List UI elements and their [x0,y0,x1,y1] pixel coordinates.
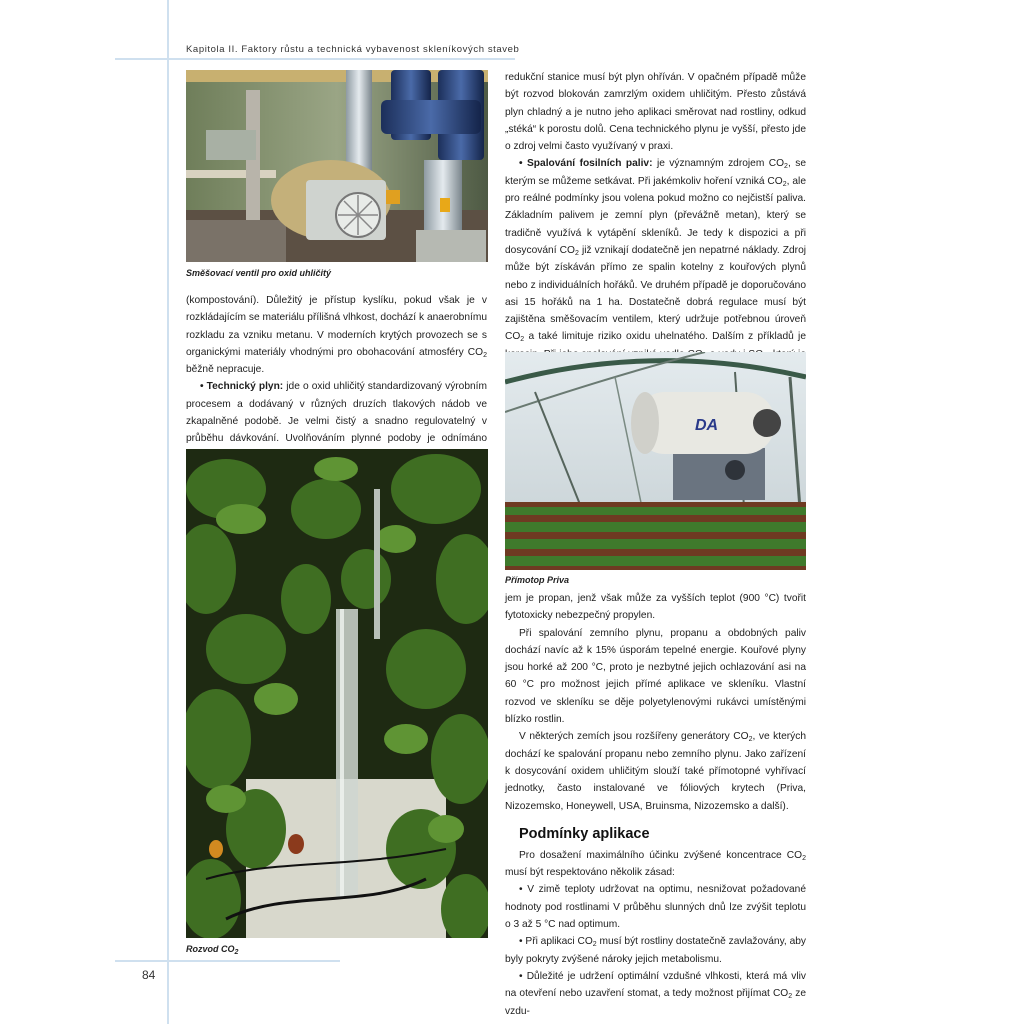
right-column-bottom-text [505,590,806,1020]
heater-brand-label: DA [695,417,719,434]
paragraph-generators: V některých zemích jsou rozšířeny generátory $CO_2$, ve kterých dochází ke spalování propanu nebo zemního plynu. Jako zařízení k dosycování oxidem uhličitým slouží také přímotopné vyhřívací jednotky, často instalované ve fóliových krytech (Priva, Nizozemsko, Honeywell, USA, Bruinsma, Nizozemsko a další). [505,731,806,812]
caption-mixing-valve: Směšovací ventil pro oxid uhličitý [186,268,332,278]
bullet-temperature: • V zimě teploty udržovat na optimu, nesnižovat požadované hodnoty pod rostlinami V průběhu slunných dnů lze zvýšit teplotu o 3 až 5 °C nad optimum. [505,884,806,931]
bullet-humidity: • Důležité je udržení optimální vzdušné vlhkosti, která má vliv na otevření nebo uzavření stomat, a tedy možnost přijímat $CO_2$ ze vzdu- [505,970,806,1017]
running-header: Kapitola II. Faktory růstu a technická vybavenost skleníkových staveb [186,44,520,55]
caption-priva-heater: Přímotop Priva [505,575,570,585]
mixing-valve-illustration [186,70,488,262]
left-column-text [186,292,487,465]
caption-co2-distribution: Rozvod $CO_2$ [186,944,239,956]
section-heading: Podmínky aplikace [519,825,650,842]
header-rule [115,58,515,60]
paragraph-propane: jem je propan, jenž však může za vyšších teplot (900 °C) tvořit fytotoxicky nebezpečný propylen. [505,593,806,622]
paragraph-conditions-intro: Pro dosažení maximálního účinku zvýšené koncentrace $CO_2$ musí být respektováno několik zásad: [505,849,806,879]
paragraph-natural-gas: Při spalování zemního plynu, propanu a obdobných paliv dochází navíc až k 15% úsporám tepelné energie. Kouřové plyny jsou horké až 200 °C, proto je nezbytné jejich ochlazování asi na 60 °C pro možnost jejich přímé aplikace ve skleníku. Vlastní rozvod ve skleníku se děje polyetylenovými rukávci umístěnými blízko rostlin. [505,627,806,726]
priva-heater-illustration [505,352,806,570]
paragraph-reduction-station: redukční stanice musí být plyn ohříván. V opačném případě může být rozvod blokován zamrzlým oxidem uhličitým. Přesto zůstává plyn chladný a je nutno jeho aplikaci směrovat nad rostliny, odkud „stéká“ k porostu dolů. Cena technického plynu je vyšší, přesto jde o zdroj velmi často využívaný v praxi. [505,72,806,153]
paragraph-technical-gas: • Technický plyn: jde o oxid uhličitý standardizovaný výrobním procesem a dodávaný v různých druzích tlakových nádob ve zkapalněné podobě. Je velmi čistý a snadno regulovatelný v průběhu dávkování. Uvolňováním plynné podoby je odnímáno [186,381,487,445]
margin-rule-vertical [167,0,169,1024]
photo-priva-heater [505,352,806,570]
co2-distribution-illustration [186,449,488,938]
photo-mixing-valve [186,70,488,262]
page-number: 84 [142,968,156,982]
right-column-top-text [505,69,806,380]
photo-co2-distribution [186,449,488,938]
bullet-irrigation: • Při aplikaci $CO_2$ musí být rostliny dostatečně zavlažovány, aby byly pokryty zvýšené nároky jejich metabolismu. [505,936,806,965]
paragraph-fossil-fuels: • Spalování fosilních paliv: je významným zdrojem $CO_2$, se kterým se můžeme setkávat. Při jakémkoliv hoření vzniká $CO_2$, ale pro reálné podmínky jsou volena pokud možno co nejčistší paliva. Základním palivem je zemní plyn (převážně metan), který se tradičně využívá k vytápění skleníků. Je tedy k dispozici a při dosycování $CO_2$ již vznikají dodatečně jen nepatrné náklady. Zdroj může být získáván přímo ze spalin kotelny z kouřových plynů nebo z individuálních hořáků. Ve druhém případě je doporučováno asi 15 hořáků na 1 ha. Dostatečně dobrá regulace musí být zajištěna směšovacím ventilem, který udržuje potřebnou úroveň $CO_2$ a také limituje riziko oxidu uhelnatého. Dalším z příkladů je [505,158,806,344]
paragraph-composting: (kompostování). Důležitý je přístup kyslíku, pokud však je v rozkládajícím se materiálu přílišná vlhkost, dochází k anaerobnímu rozkladu za vzniku metanu. V moderních krytých provozech se s organickými materiály vhodnými pro obohacování atmosféry $CO_2$ běžně nepracuje. [186,295,487,376]
footer-rule [115,960,340,962]
